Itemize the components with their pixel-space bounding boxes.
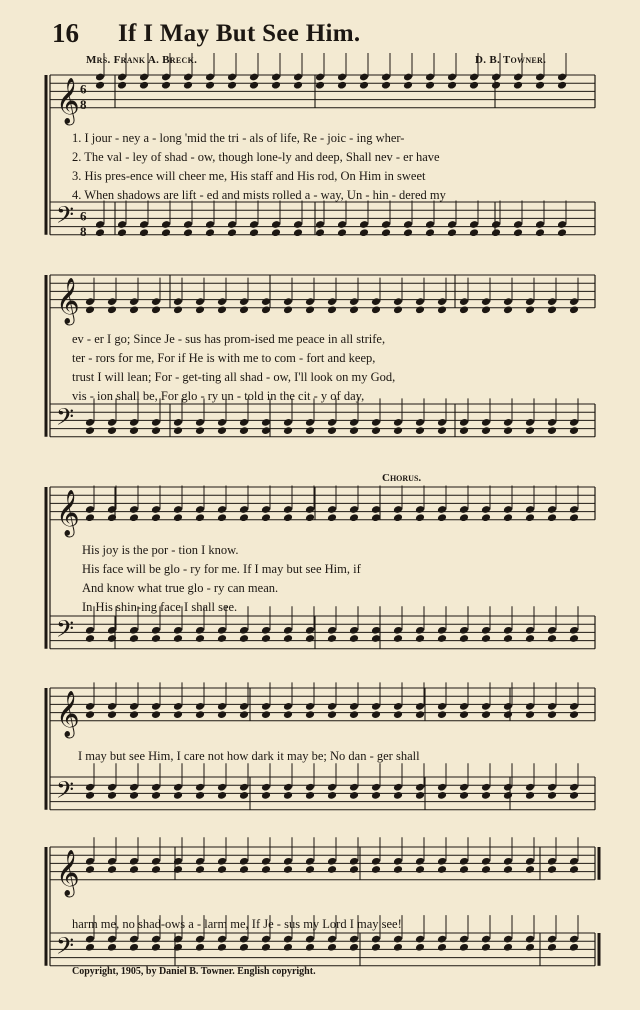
note-head bbox=[393, 513, 403, 522]
note-head bbox=[371, 865, 381, 874]
note-head bbox=[261, 710, 271, 719]
hymn-title: If I May But See Him. bbox=[118, 20, 361, 47]
bass-clef-icon: 𝄢 bbox=[56, 775, 75, 809]
note-head bbox=[107, 426, 117, 435]
bass-clef-icon: 𝄢 bbox=[56, 200, 75, 234]
note-head bbox=[151, 305, 161, 314]
note-head bbox=[205, 81, 215, 90]
note-head bbox=[359, 228, 369, 237]
note-head bbox=[217, 943, 227, 952]
bass-clef-icon: 𝄢 bbox=[56, 614, 75, 648]
note-head bbox=[85, 943, 95, 952]
note-head bbox=[437, 305, 447, 314]
note-head bbox=[491, 228, 501, 237]
note-head bbox=[503, 865, 513, 874]
lyric-line: His joy is the por - tion I know. bbox=[82, 543, 239, 557]
lyric-line: ter - rors for me, For if He is with me to com - fort and keep, bbox=[72, 351, 376, 365]
note-head bbox=[173, 710, 183, 719]
note-head bbox=[535, 228, 545, 237]
note-head bbox=[85, 426, 95, 435]
lyric-line: 1. I jour - ney a - long 'mid the tri - als of life, Re - joic - ing wher- bbox=[72, 131, 405, 145]
note-head bbox=[129, 865, 139, 874]
note-head bbox=[415, 513, 425, 522]
note-head bbox=[569, 426, 579, 435]
note-head bbox=[371, 710, 381, 719]
copyright-notice: Copyright, 1905, by Daniel B. Towner. English copyright. bbox=[72, 966, 316, 977]
note-head bbox=[503, 426, 513, 435]
note-head bbox=[503, 791, 513, 800]
note-head bbox=[315, 228, 325, 237]
note-head bbox=[437, 513, 447, 522]
note-head bbox=[437, 710, 447, 719]
time-signature-icon: 6 bbox=[80, 81, 87, 97]
note-head bbox=[415, 305, 425, 314]
note-head bbox=[261, 791, 271, 800]
note-head bbox=[183, 81, 193, 90]
note-head bbox=[513, 228, 523, 237]
note-head bbox=[557, 81, 567, 90]
note-head bbox=[547, 943, 557, 952]
note-head bbox=[85, 305, 95, 314]
note-head bbox=[85, 710, 95, 719]
note-head bbox=[239, 513, 249, 522]
note-head bbox=[525, 634, 535, 643]
note-head bbox=[349, 513, 359, 522]
note-head bbox=[337, 81, 347, 90]
note-head bbox=[305, 865, 315, 874]
note-head bbox=[107, 943, 117, 952]
note-head bbox=[393, 305, 403, 314]
note-head bbox=[283, 634, 293, 643]
note-head bbox=[139, 228, 149, 237]
time-signature-icon: 8 bbox=[80, 223, 87, 239]
note-head bbox=[261, 943, 271, 952]
note-head bbox=[261, 865, 271, 874]
note-head bbox=[239, 710, 249, 719]
note-head bbox=[173, 513, 183, 522]
note-head bbox=[503, 634, 513, 643]
note-head bbox=[569, 513, 579, 522]
note-head bbox=[491, 81, 501, 90]
note-head bbox=[525, 305, 535, 314]
note-head bbox=[239, 943, 249, 952]
note-head bbox=[195, 865, 205, 874]
note-head bbox=[371, 305, 381, 314]
note-head bbox=[107, 865, 117, 874]
note-head bbox=[195, 513, 205, 522]
lyric-line: 4. When shadows are lift - ed and mists rolled a - way, Un - hin - dered my bbox=[72, 188, 446, 202]
note-head bbox=[283, 426, 293, 435]
note-head bbox=[349, 791, 359, 800]
treble-clef-icon: 𝄞 bbox=[56, 277, 80, 324]
note-head bbox=[459, 305, 469, 314]
lyric-line: 2. The val - ley of shad - ow, though lone-ly and deep, Shall nev - er have bbox=[72, 150, 440, 164]
note-head bbox=[173, 426, 183, 435]
note-head bbox=[437, 634, 447, 643]
note-head bbox=[327, 710, 337, 719]
note-head bbox=[393, 710, 403, 719]
note-head bbox=[525, 710, 535, 719]
note-head bbox=[293, 81, 303, 90]
note-head bbox=[129, 791, 139, 800]
treble-clef-icon: 𝄞 bbox=[56, 849, 80, 896]
note-head bbox=[415, 943, 425, 952]
note-head bbox=[525, 791, 535, 800]
note-head bbox=[425, 81, 435, 90]
bass-clef-icon: 𝄢 bbox=[56, 931, 75, 965]
note-head bbox=[349, 305, 359, 314]
note-head bbox=[85, 634, 95, 643]
lyric-line: I may but see Him, I care not how dark it may be; No dan - ger shall bbox=[78, 749, 420, 763]
note-head bbox=[85, 865, 95, 874]
note-head bbox=[195, 634, 205, 643]
note-head bbox=[85, 513, 95, 522]
note-head bbox=[481, 865, 491, 874]
lyric-line: His face will be glo - ry for me. If I may but see Him, if bbox=[82, 562, 361, 576]
note-head bbox=[173, 791, 183, 800]
note-head bbox=[447, 228, 457, 237]
note-head bbox=[415, 791, 425, 800]
note-head bbox=[227, 228, 237, 237]
hymn-author: Mrs. Frank A. Breck. bbox=[86, 54, 198, 66]
note-head bbox=[85, 791, 95, 800]
note-head bbox=[547, 710, 557, 719]
note-head bbox=[481, 513, 491, 522]
note-head bbox=[151, 513, 161, 522]
note-head bbox=[481, 791, 491, 800]
note-head bbox=[569, 791, 579, 800]
note-head bbox=[349, 943, 359, 952]
note-head bbox=[459, 634, 469, 643]
note-head bbox=[481, 634, 491, 643]
note-head bbox=[305, 943, 315, 952]
note-head bbox=[95, 228, 105, 237]
note-head bbox=[195, 426, 205, 435]
note-head bbox=[349, 634, 359, 643]
lyric-line: harm me, no shad-ows a - larm me, If Je - sus my Lord I may see! bbox=[72, 917, 402, 931]
note-head bbox=[327, 513, 337, 522]
note-head bbox=[437, 943, 447, 952]
note-head bbox=[459, 426, 469, 435]
note-head bbox=[129, 943, 139, 952]
note-head bbox=[415, 634, 425, 643]
bass-clef-icon: 𝄢 bbox=[56, 402, 75, 436]
note-head bbox=[293, 228, 303, 237]
note-head bbox=[447, 81, 457, 90]
note-head bbox=[283, 513, 293, 522]
note-head bbox=[173, 305, 183, 314]
lyric-line: ev - er I go; Since Je - sus has prom-ised me peace in all strife, bbox=[72, 332, 386, 346]
note-head bbox=[535, 81, 545, 90]
note-head bbox=[459, 791, 469, 800]
note-head bbox=[217, 305, 227, 314]
note-head bbox=[151, 791, 161, 800]
note-head bbox=[569, 710, 579, 719]
note-head bbox=[129, 426, 139, 435]
note-head bbox=[183, 228, 193, 237]
note-head bbox=[359, 81, 369, 90]
note-head bbox=[283, 865, 293, 874]
note-head bbox=[195, 943, 205, 952]
note-head bbox=[283, 305, 293, 314]
note-head bbox=[569, 634, 579, 643]
note-head bbox=[525, 865, 535, 874]
note-head bbox=[217, 791, 227, 800]
note-head bbox=[547, 513, 557, 522]
note-head bbox=[129, 513, 139, 522]
note-head bbox=[161, 81, 171, 90]
chorus-label: Chorus. bbox=[382, 472, 422, 484]
note-head bbox=[481, 710, 491, 719]
note-head bbox=[305, 710, 315, 719]
note-head bbox=[195, 791, 205, 800]
note-head bbox=[283, 791, 293, 800]
note-head bbox=[547, 865, 557, 874]
note-head bbox=[107, 710, 117, 719]
note-head bbox=[217, 865, 227, 874]
note-head bbox=[503, 513, 513, 522]
note-head bbox=[415, 710, 425, 719]
note-head bbox=[403, 228, 413, 237]
note-head bbox=[271, 228, 281, 237]
treble-clef-icon: 𝄞 bbox=[56, 489, 80, 536]
note-head bbox=[415, 426, 425, 435]
note-head bbox=[557, 228, 567, 237]
note-head bbox=[161, 228, 171, 237]
note-head bbox=[437, 791, 447, 800]
note-head bbox=[371, 426, 381, 435]
note-head bbox=[227, 81, 237, 90]
hymn-number: 16 bbox=[52, 18, 79, 48]
note-head bbox=[469, 228, 479, 237]
note-head bbox=[195, 710, 205, 719]
note-head bbox=[393, 791, 403, 800]
note-head bbox=[459, 865, 469, 874]
note-head bbox=[173, 634, 183, 643]
note-head bbox=[151, 943, 161, 952]
note-head bbox=[139, 81, 149, 90]
note-head bbox=[327, 634, 337, 643]
note-head bbox=[305, 634, 315, 643]
note-head bbox=[403, 81, 413, 90]
note-head bbox=[525, 426, 535, 435]
hymn-composer: D. B. Towner. bbox=[475, 54, 547, 66]
note-head bbox=[337, 228, 347, 237]
lyric-line: In His shin-ing face I shall see. bbox=[82, 600, 238, 614]
note-head bbox=[569, 943, 579, 952]
lyric-line: 3. His pres-ence will cheer me, His staff and His rod, On Him in sweet bbox=[72, 169, 426, 183]
note-head bbox=[371, 943, 381, 952]
note-head bbox=[327, 943, 337, 952]
note-head bbox=[371, 791, 381, 800]
note-head bbox=[305, 305, 315, 314]
note-head bbox=[381, 81, 391, 90]
time-signature-icon: 6 bbox=[80, 208, 87, 224]
note-head bbox=[151, 634, 161, 643]
time-signature-icon: 8 bbox=[80, 96, 87, 112]
note-head bbox=[239, 791, 249, 800]
note-head bbox=[151, 865, 161, 874]
note-head bbox=[547, 791, 557, 800]
note-head bbox=[547, 426, 557, 435]
note-head bbox=[217, 513, 227, 522]
lyric-line: vis - ion shall be, For glo - ry un - told in the cit - y of day, bbox=[72, 389, 365, 403]
note-head bbox=[239, 865, 249, 874]
note-head bbox=[393, 865, 403, 874]
note-head bbox=[547, 634, 557, 643]
note-head bbox=[525, 513, 535, 522]
note-head bbox=[305, 791, 315, 800]
note-head bbox=[261, 513, 271, 522]
note-head bbox=[381, 228, 391, 237]
note-head bbox=[117, 81, 127, 90]
note-head bbox=[415, 865, 425, 874]
note-head bbox=[393, 634, 403, 643]
note-head bbox=[129, 305, 139, 314]
note-head bbox=[305, 426, 315, 435]
note-head bbox=[459, 710, 469, 719]
note-head bbox=[95, 81, 105, 90]
note-head bbox=[437, 865, 447, 874]
note-head bbox=[569, 865, 579, 874]
note-head bbox=[239, 426, 249, 435]
note-head bbox=[129, 710, 139, 719]
treble-clef-icon: 𝄞 bbox=[56, 77, 80, 124]
note-head bbox=[283, 943, 293, 952]
note-head bbox=[503, 305, 513, 314]
note-head bbox=[481, 426, 491, 435]
note-head bbox=[503, 943, 513, 952]
note-head bbox=[459, 513, 469, 522]
note-head bbox=[525, 943, 535, 952]
note-head bbox=[327, 305, 337, 314]
note-head bbox=[217, 634, 227, 643]
note-head bbox=[327, 426, 337, 435]
note-head bbox=[249, 228, 259, 237]
note-head bbox=[217, 426, 227, 435]
note-head bbox=[217, 710, 227, 719]
note-head bbox=[481, 305, 491, 314]
note-head bbox=[107, 305, 117, 314]
note-head bbox=[117, 228, 127, 237]
note-head bbox=[151, 710, 161, 719]
note-head bbox=[437, 426, 447, 435]
note-head bbox=[481, 943, 491, 952]
note-head bbox=[315, 81, 325, 90]
note-head bbox=[195, 305, 205, 314]
note-head bbox=[239, 634, 249, 643]
note-head bbox=[503, 710, 513, 719]
note-head bbox=[107, 791, 117, 800]
note-head bbox=[393, 943, 403, 952]
note-head bbox=[129, 634, 139, 643]
note-head bbox=[239, 305, 249, 314]
note-head bbox=[393, 426, 403, 435]
note-head bbox=[151, 426, 161, 435]
note-head bbox=[249, 81, 259, 90]
note-head bbox=[349, 426, 359, 435]
note-head bbox=[459, 943, 469, 952]
note-head bbox=[327, 865, 337, 874]
note-head bbox=[327, 791, 337, 800]
note-head bbox=[513, 81, 523, 90]
note-head bbox=[547, 305, 557, 314]
note-head bbox=[261, 634, 271, 643]
note-head bbox=[469, 81, 479, 90]
note-head bbox=[425, 228, 435, 237]
note-head bbox=[349, 865, 359, 874]
note-head bbox=[205, 228, 215, 237]
note-head bbox=[349, 710, 359, 719]
lyric-line: trust I will lean; For - get-ting all shad - ow, I'll look on my God, bbox=[72, 370, 396, 384]
treble-clef-icon: 𝄞 bbox=[56, 690, 80, 737]
note-head bbox=[271, 81, 281, 90]
note-head bbox=[569, 305, 579, 314]
note-head bbox=[283, 710, 293, 719]
note-head bbox=[305, 513, 315, 522]
lyric-line: And know what true glo - ry can mean. bbox=[82, 581, 279, 595]
